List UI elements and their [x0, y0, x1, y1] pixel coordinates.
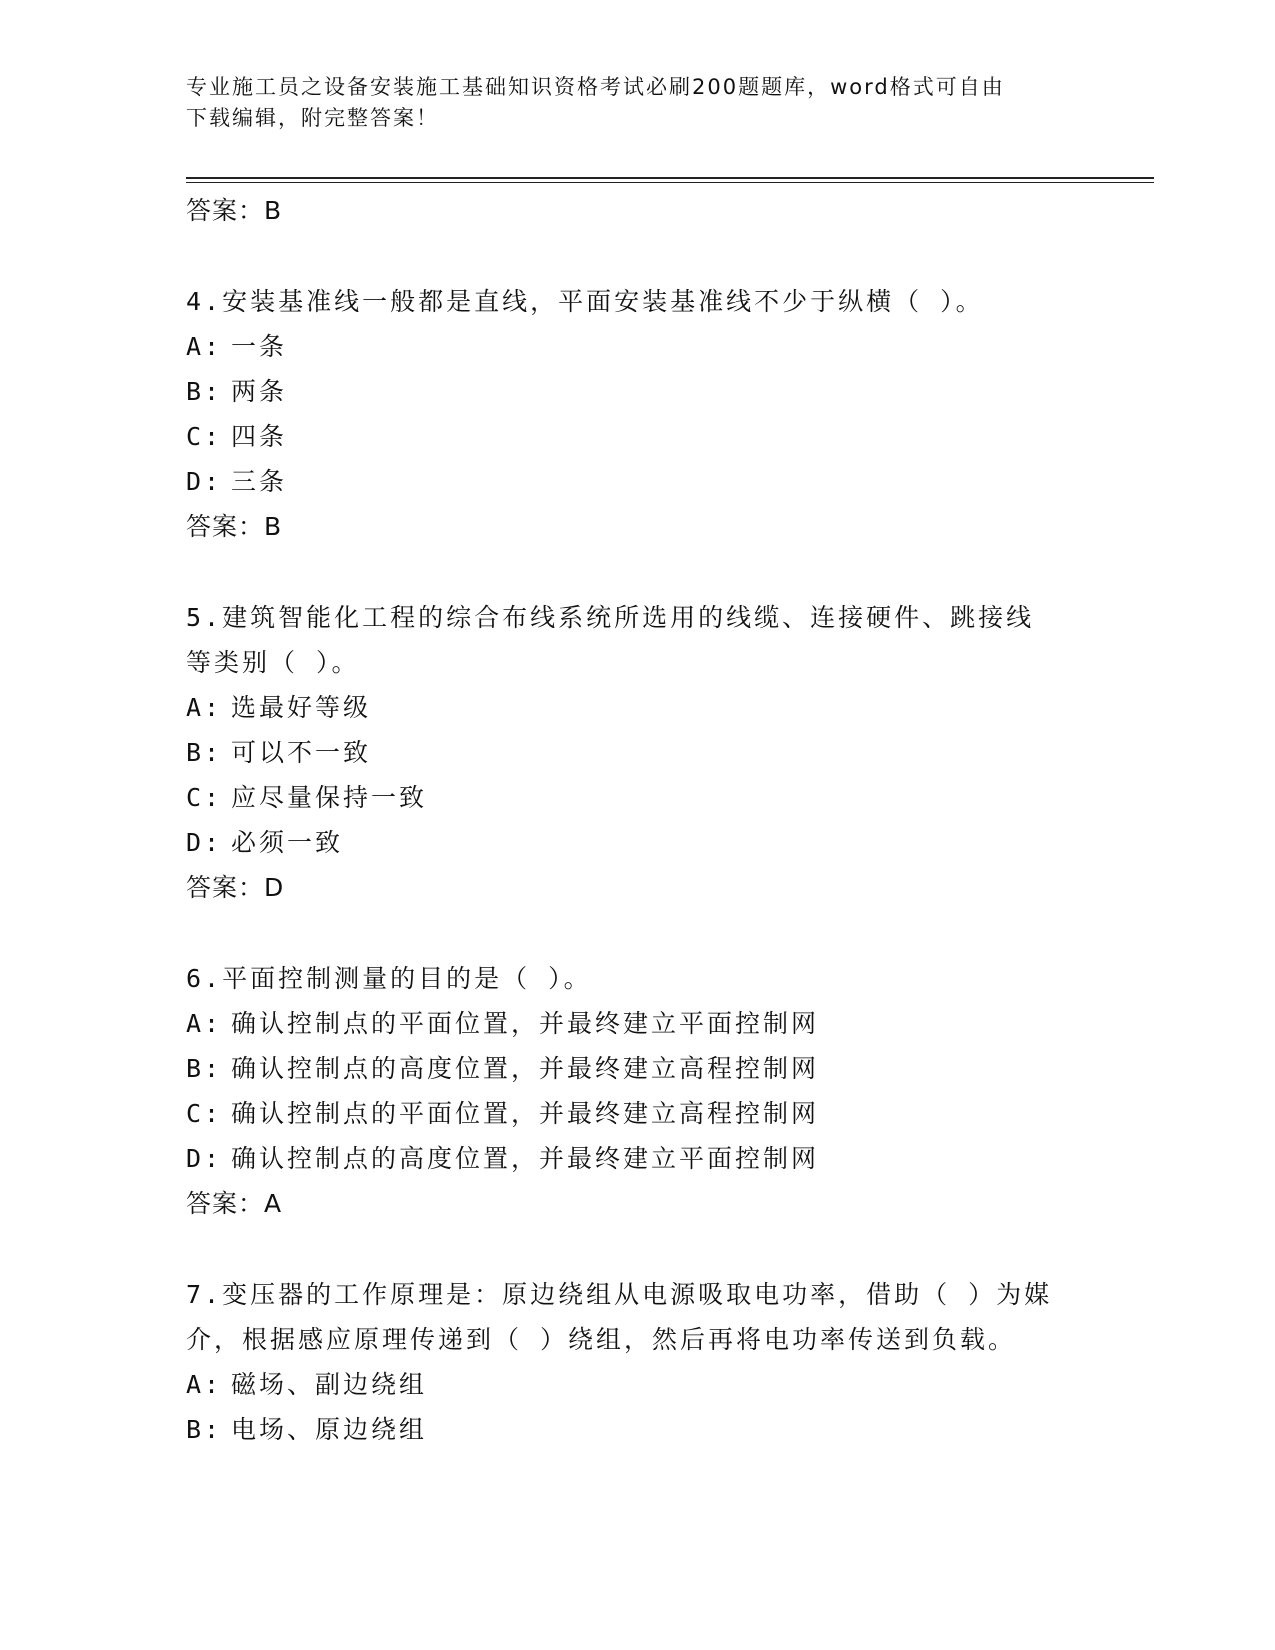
option-a	[186, 324, 1086, 369]
option-b	[186, 1407, 1086, 1452]
option-text: 磁场、副边绕组	[231, 1370, 428, 1399]
option-label: A:	[186, 1009, 223, 1038]
option-label: C:	[186, 1099, 223, 1128]
option-label: D:	[186, 828, 223, 857]
question-text: 5.建筑智能化工程的综合布线系统所选用的线缆、连接硬件、跳接线	[186, 603, 1035, 632]
header-rule-thick	[186, 177, 1154, 179]
option-text: 三条	[231, 467, 288, 496]
question-text: 6.平面控制测量的目的是（ ）。	[186, 964, 592, 993]
document-header	[186, 72, 1086, 134]
header-rule-thin	[186, 182, 1154, 183]
option-label: B:	[186, 738, 223, 767]
option-text: 可以不一致	[231, 738, 372, 767]
question-item	[186, 1272, 1086, 1452]
question-text-continued: 等类别（ ）。	[186, 648, 360, 677]
option-text: 确认控制点的高度位置，并最终建立平面控制网	[231, 1144, 820, 1173]
option-b	[186, 1046, 1086, 1091]
option-text: 四条	[231, 422, 288, 451]
answer-text: 答案：A	[186, 1189, 283, 1218]
option-text: 应尽量保持一致	[231, 783, 428, 812]
option-text: 确认控制点的高度位置，并最终建立高程控制网	[231, 1054, 820, 1083]
question-item	[186, 595, 1086, 910]
option-label: B:	[186, 377, 223, 406]
option-text: 电场、原边绕组	[231, 1415, 428, 1444]
option-text: 确认控制点的平面位置，并最终建立平面控制网	[231, 1009, 820, 1038]
option-d	[186, 820, 1086, 865]
question-list	[186, 188, 1086, 1452]
option-b	[186, 369, 1086, 414]
answer-text: 答案：B	[186, 512, 283, 541]
option-label: A:	[186, 332, 223, 361]
question-item	[186, 956, 1086, 1226]
option-a	[186, 685, 1086, 730]
option-c	[186, 775, 1086, 820]
option-text: 一条	[231, 332, 288, 361]
option-c	[186, 1091, 1086, 1136]
option-text: 必须一致	[231, 828, 344, 857]
option-d	[186, 459, 1086, 504]
option-label: A:	[186, 1370, 223, 1399]
header-line-2: 下载编辑，附完整答案！	[186, 106, 439, 130]
option-label: D:	[186, 467, 223, 496]
option-text: 选最好等级	[231, 693, 372, 722]
option-label: C:	[186, 783, 223, 812]
option-label: A:	[186, 693, 223, 722]
option-label: B:	[186, 1054, 223, 1083]
option-text: 确认控制点的平面位置，并最终建立高程控制网	[231, 1099, 820, 1128]
option-label: B:	[186, 1415, 223, 1444]
option-a	[186, 1362, 1086, 1407]
option-label: D:	[186, 1144, 223, 1173]
option-label: C:	[186, 422, 223, 451]
answer-text: 答案：D	[186, 873, 285, 902]
header-line-1: 专业施工员之设备安装施工基础知识资格考试必刷200题题库，word格式可自由	[186, 75, 1005, 99]
question-text: 7.变压器的工作原理是：原边绕组从电源吸取电功率，借助（ ）为媒	[186, 1280, 1053, 1309]
option-c	[186, 414, 1086, 459]
option-a	[186, 1001, 1086, 1046]
question-item	[186, 279, 1086, 549]
option-b	[186, 730, 1086, 775]
option-d	[186, 1136, 1086, 1181]
option-text: 两条	[231, 377, 288, 406]
question-text: 4.安装基准线一般都是直线，平面安装基准线不少于纵横（ ）。	[186, 287, 984, 316]
question-text-continued: 介，根据感应原理传递到（ ）绕组，然后再将电功率传送到负载。	[186, 1325, 1017, 1354]
answer-text: 答案：B	[186, 196, 283, 225]
